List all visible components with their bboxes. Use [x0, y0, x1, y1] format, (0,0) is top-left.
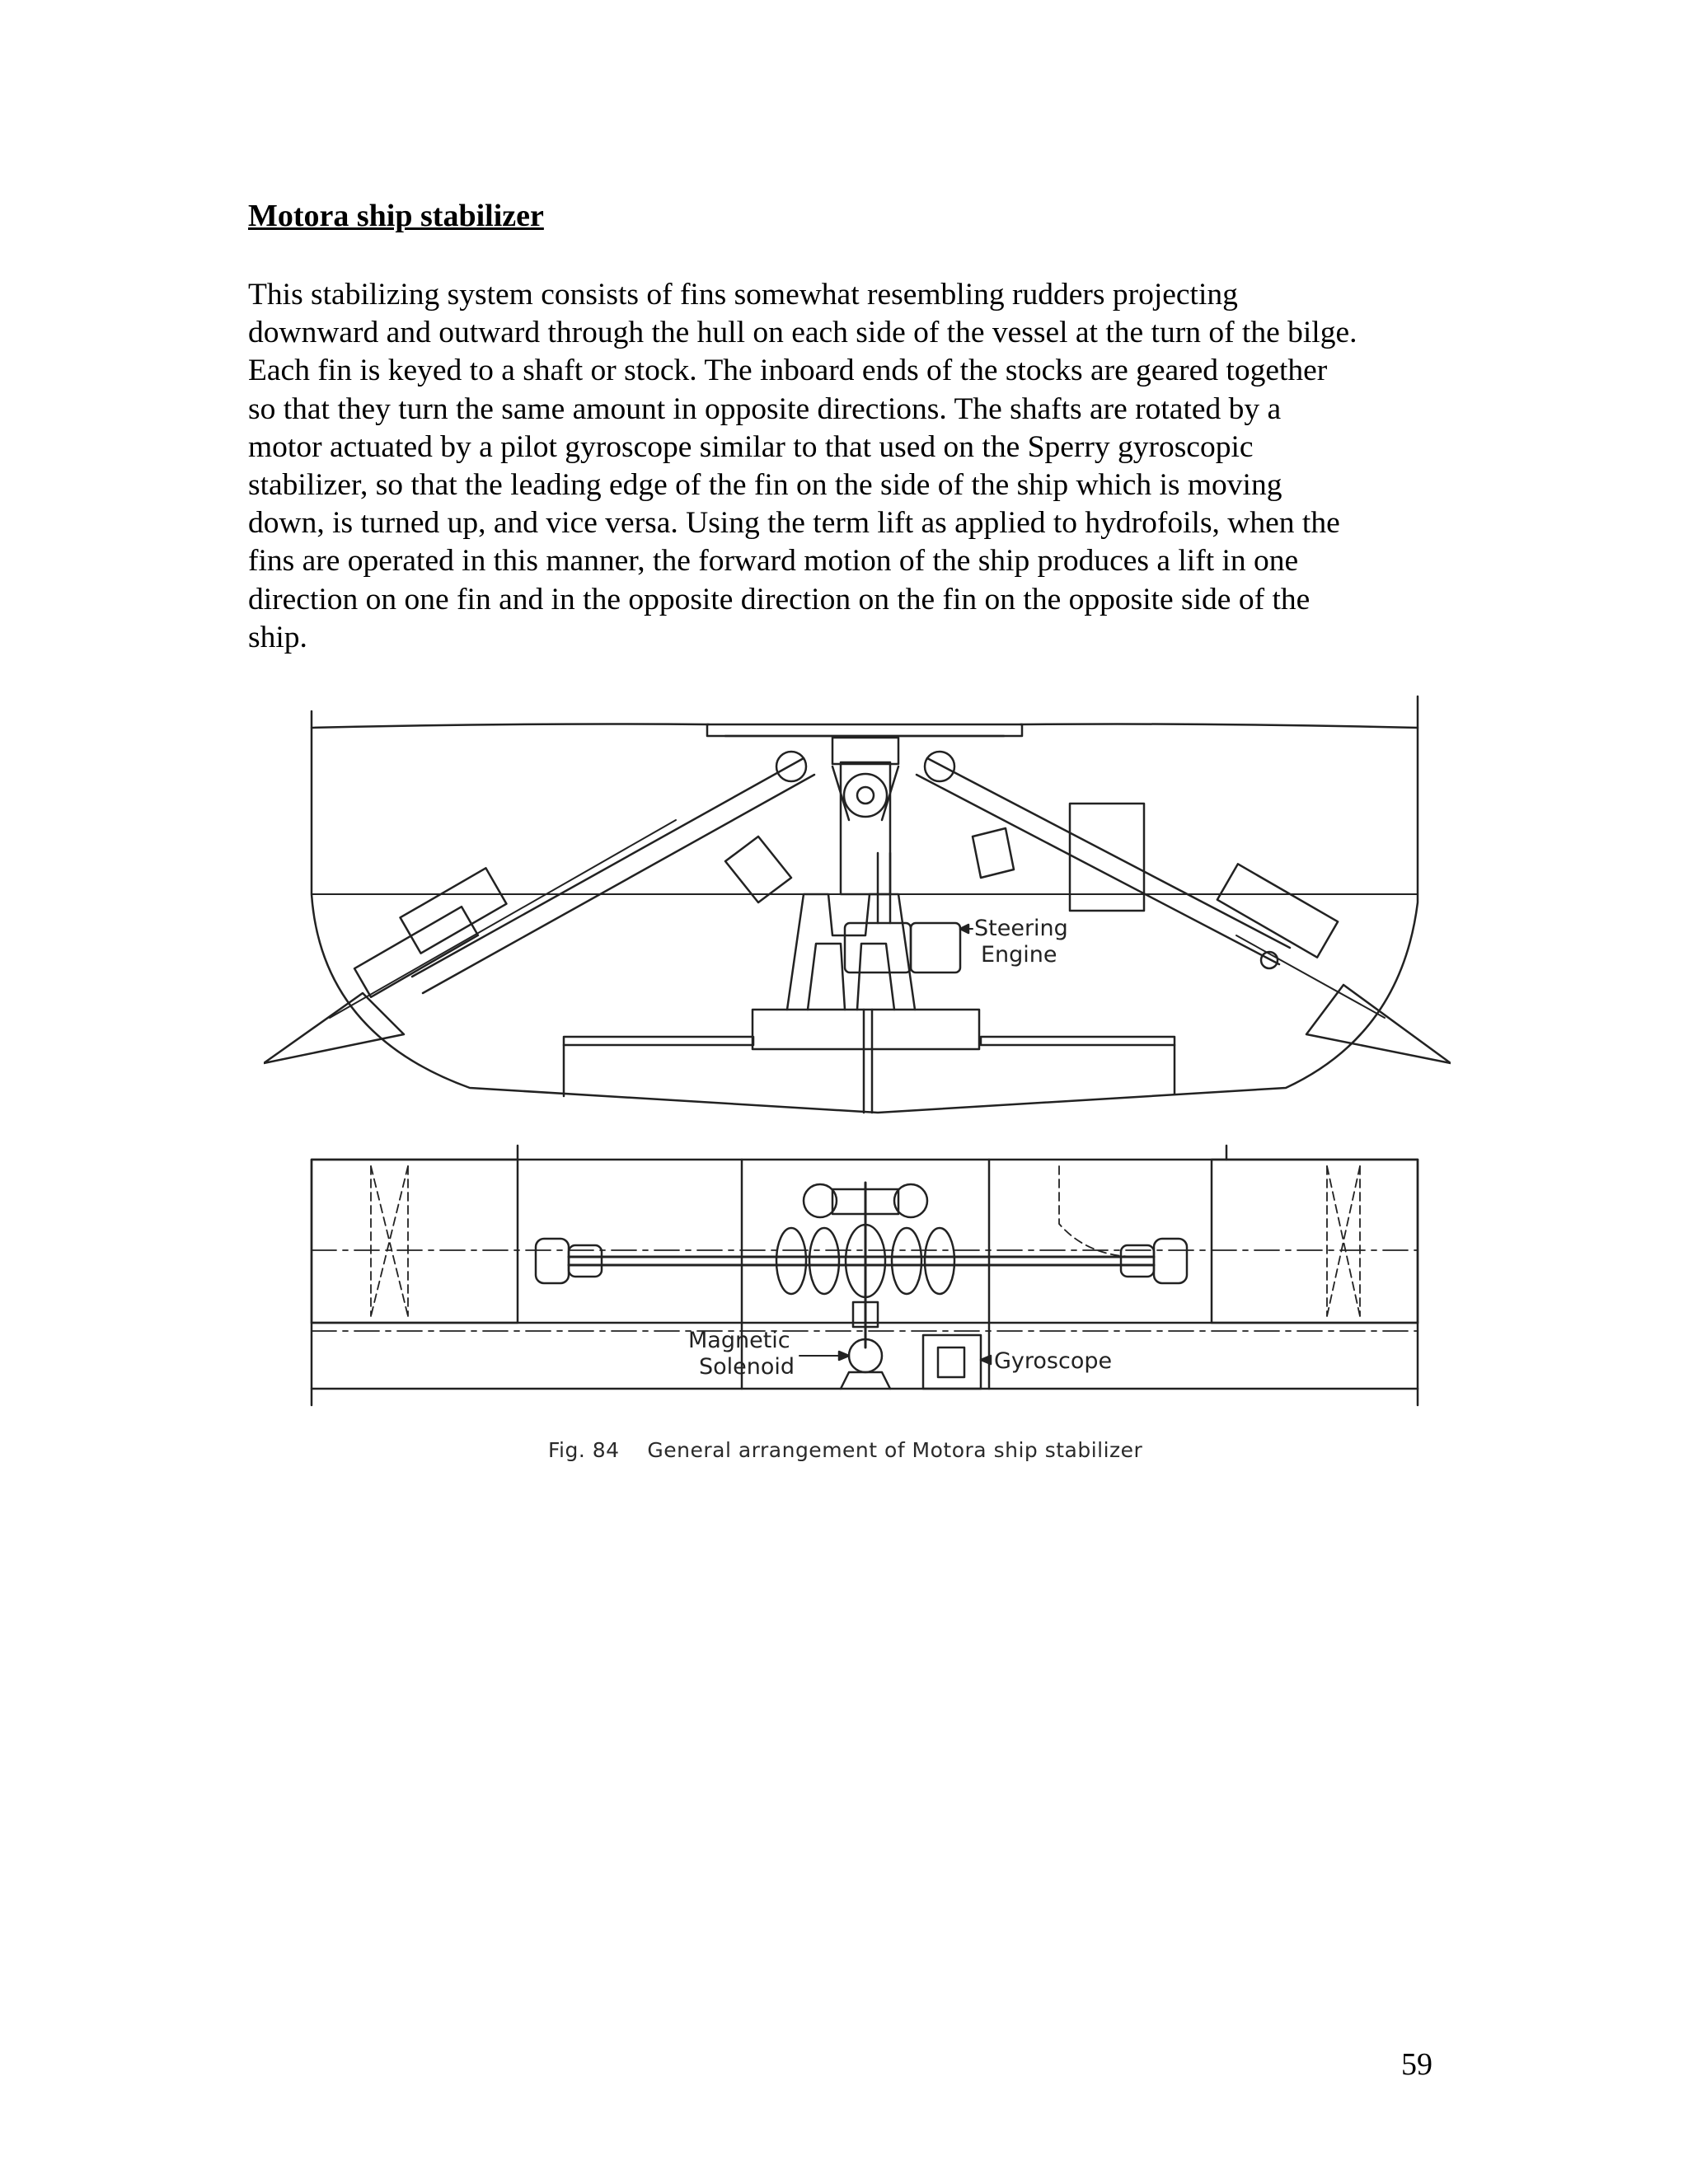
- right-fin-assembly: [917, 752, 1451, 1063]
- steering-engine-cylinder: [845, 923, 911, 972]
- magnetic-solenoid-label-line2: Solenoid: [699, 1354, 795, 1380]
- gyroscope-label: Gyroscope: [994, 1348, 1113, 1374]
- paragraph-line: direction on one fin and in the opposite direction on the fin on the opposite side of the: [248, 582, 1311, 616]
- paragraph-line: ship.: [248, 620, 307, 654]
- stabilizer-figure: [264, 688, 1451, 1430]
- right-fin: [1306, 985, 1451, 1063]
- steering-engine-label-line1: Steering: [974, 916, 1068, 941]
- spur-gear: [776, 1228, 806, 1294]
- paragraph-line: downward and outward through the hull on each side of the vessel at the turn of the bilge.: [248, 316, 1357, 350]
- hull-section-view: [264, 696, 1451, 1113]
- figure-caption: Fig. 84 General arrangement of Motora ship stabilizer: [548, 1438, 1143, 1462]
- paragraph-line: fins are operated in this manner, the forward motion of the ship produces a lift in one: [248, 544, 1299, 579]
- paragraph-line: stabilizer, so that the leading edge of the fin on the side of the ship which is moving: [248, 468, 1282, 503]
- page-number: 59: [1401, 2047, 1432, 2082]
- paragraph-line: so that they turn the same amount in opposite directions. The shafts are rotated by a: [248, 391, 1282, 426]
- paragraph-line: motor actuated by a pilot gyroscope similar to that used on the Sperry gyroscopic: [248, 429, 1254, 464]
- gyroscope-box: [923, 1335, 981, 1389]
- plan-view: [312, 1146, 1418, 1405]
- body-paragraph: [248, 276, 1443, 657]
- paragraph-line: Each fin is keyed to a shaft or stock. The inboard ends of the stocks are geared together: [248, 354, 1328, 388]
- paragraph-line: This stabilizing system consists of fins somewhat resembling rudders projecting: [248, 278, 1238, 312]
- paragraph-line: down, is turned up, and vice versa. Using the term lift as applied to hydrofoils, when the: [248, 506, 1340, 541]
- magnetic-solenoid-label-line1: Magnetic: [688, 1328, 790, 1353]
- bevel-gear: [844, 774, 887, 817]
- section-heading: Motora ship stabilizer: [248, 199, 544, 233]
- left-fin: [264, 993, 404, 1063]
- steering-engine-label-line2: Engine: [981, 942, 1057, 968]
- deck-line: [312, 724, 709, 729]
- engine-pedestal: [787, 894, 915, 1010]
- left-fin-assembly: [264, 752, 814, 1063]
- stabilizer-drawing: [264, 688, 1451, 1430]
